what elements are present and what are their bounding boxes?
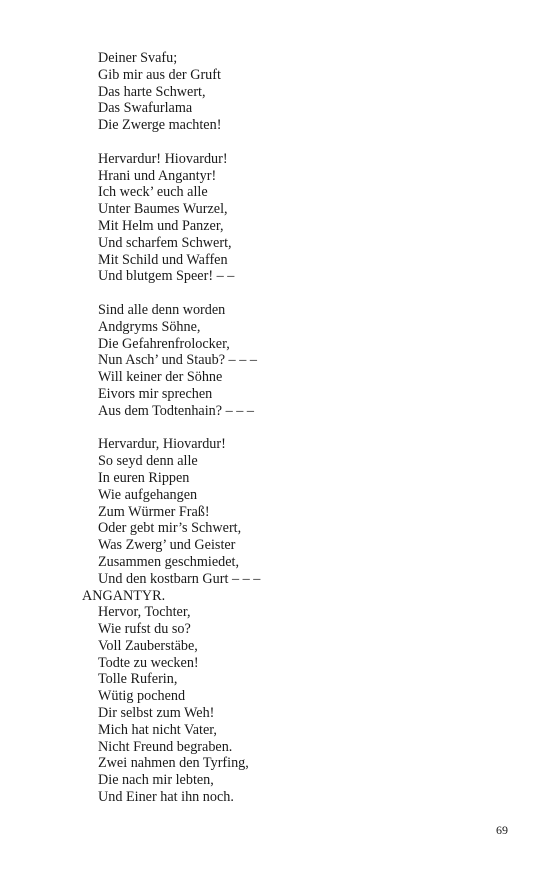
verse-line: Ich weck’ euch alle [98,184,208,201]
verse-line: Das harte Schwert, [98,83,206,100]
verse-line: Zwei nahmen den Tyrfing, [98,755,249,772]
verse-line: Was Zwerg’ und Geister [98,537,236,554]
verse-line: Sind alle denn worden [98,301,226,318]
stanza-gap [98,285,518,302]
stanza-1 [98,50,518,134]
verse-line: In euren Rippen [98,469,190,486]
verse-line: Zum Würmer Fraß! [98,503,210,520]
verse-line: Wie aufgehangen [98,486,198,503]
verse-line: Tolle Ruferin, [98,671,178,688]
verse-line: Eivors mir sprechen [98,385,213,402]
verse-line: Nun Asch’ und Staub? – – – [98,352,257,369]
verse-line: Wütig pochend [98,688,186,705]
verse-line: Oder gebt mir’s Schwert, [98,520,242,537]
verse-line: Dir selbst zum Weh! [98,705,215,722]
stanza-gap [98,420,518,437]
poem-text [82,50,518,806]
verse-line: Hervardur, Hiovardur! [98,436,226,453]
verse-line: Andgryms Söhne, [98,318,201,335]
verse-line: Mit Schild und Waffen [98,251,228,268]
verse-line: Todte zu wecken! [98,654,199,671]
page-number: 69 [496,823,508,837]
verse-line: So seyd denn alle [98,453,198,470]
stanza-4 [98,436,518,587]
verse-line: Hervardur! Hiovardur! [98,150,228,167]
verse-line: Gib mir aus der Gruft [98,66,221,83]
verse-line: Das Swafurlama [98,100,193,117]
verse-line: Und scharfem Schwert, [98,234,232,251]
stanza-3 [98,302,518,420]
reply-stanza [98,604,518,806]
verse-line: Und den kostbarn Gurt – – – [98,570,261,587]
verse-line: Hrani und Angantyr! [98,167,217,184]
verse-line: Mich hat nicht Vater, [98,721,217,738]
verse-line: Aus dem Todtenhain? – – – [98,402,254,419]
speaker-name: ANGANTYR. [82,587,166,604]
stanza-gap [98,134,518,151]
verse-line: Unter Baumes Wurzel, [98,201,228,218]
verse-line: Die nach mir lebten, [98,772,214,789]
verse-line: Nicht Freund begraben. [98,738,233,755]
verse-line: Voll Zauberstäbe, [98,637,198,654]
verse-line: Wie rufst du so? [98,621,191,638]
verse-line: Und Einer hat ihn noch. [98,789,234,806]
verse-line: Und blutgem Speer! – – [98,268,235,285]
verse-line: Mit Helm und Panzer, [98,217,224,234]
verse-line: Hervor, Tochter, [98,604,191,621]
verse-line: Die Zwerge machten! [98,117,222,134]
verse-line: Will keiner der Söhne [98,369,223,386]
verse-line: Deiner Svafu; [98,50,178,66]
stanza-2 [98,151,518,285]
verse-line: Zusammen geschmiedet, [98,553,240,570]
verse-line: Die Gefahrenfrolocker, [98,335,230,352]
